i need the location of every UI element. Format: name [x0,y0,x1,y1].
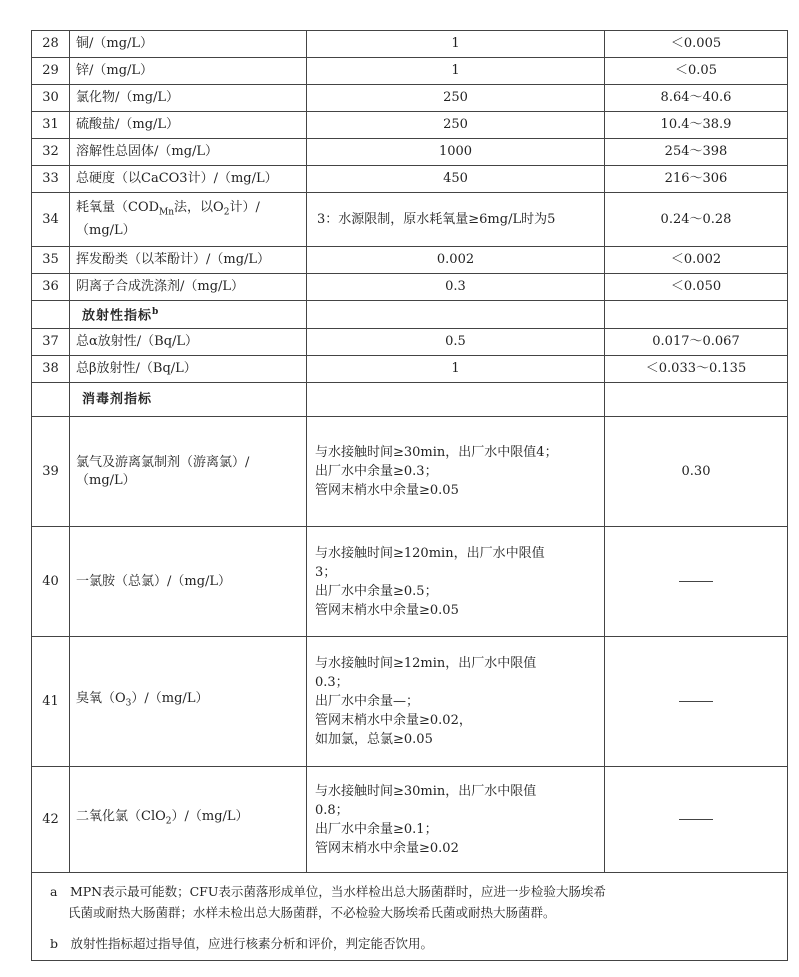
indicator-name: 总α放射性/（Bq/L） [70,329,307,356]
row-number: 36 [32,274,70,301]
table-row [32,58,788,85]
measured-value: 254～398 [605,139,788,166]
measured-value: ＜0.002 [605,247,788,274]
measured-value: ＜0.05 [605,58,788,85]
indicator-name: 挥发酚类（以苯酚计）/（mg/L） [70,247,307,274]
table-row [32,139,788,166]
table-row [32,112,788,139]
note-a-line1: a MPN表示最可能数；CFU表示菌落形成单位，当水样检出总大肠菌群时，应进一步检验大肠埃希 [50,884,606,899]
footnote-marker: b [152,307,160,318]
indicator-name: 臭氧$(O_3)/(mg/L)$ [70,637,307,767]
water-quality-table [31,30,788,961]
dash-placeholder [679,581,713,582]
measured-value: 0.24～0.28 [605,193,788,247]
indicator-name: 铜/（mg/L） [70,31,307,58]
table-row [32,85,788,112]
measured-value: 10.4～38.9 [605,112,788,139]
row-number: 42 [32,767,70,873]
table-row [32,767,788,873]
table-row [32,329,788,356]
row-number: 40 [32,527,70,637]
measured-value [605,637,788,767]
measured-value: 0.017～0.067 [605,329,788,356]
table-row [32,247,788,274]
limit-value: 0.3 [307,274,605,301]
indicator-name: 硫酸盐/（mg/L） [70,112,307,139]
row-number: 33 [32,166,70,193]
section-title: 放射性指标$^b$ [70,301,307,329]
table-row [32,31,788,58]
indicator-name: 氯气及游离氯制剂（游离氯）/（mg/L） [70,417,307,527]
name-part: 法，以O [174,200,224,216]
limit-value: 1 [307,31,605,58]
row-number: 28 [32,31,70,58]
row-number: 34 [32,193,70,247]
limit-value: 与水接触时间≥30min，出厂水中限值 0.8； 出厂水中余量≥0.1； 管网末梢水中余量≥0.02 [307,767,605,873]
row-number: 41 [32,637,70,767]
indicator-name [70,193,307,247]
table-row [32,166,788,193]
limit-value: 1000 [307,139,605,166]
row-number: 31 [32,112,70,139]
row-number: 39 [32,417,70,527]
indicator-name: 总硬度（以CaCO3计）/（mg/L） [70,166,307,193]
measured-value: 0.30 [605,417,788,527]
name-part: 耗氧量（COD [76,200,160,216]
row-number: 37 [32,329,70,356]
water-quality-table-page [31,30,787,961]
indicator-name: 阴离子合成洗涤剂/（mg/L） [70,274,307,301]
limit-value: 450 [307,166,605,193]
dash-placeholder [679,701,713,702]
subscript: 2 [165,816,172,827]
limit-value: 与水接触时间≥30min，出厂水中限值4； 出厂水中余量≥0.3； 管网末梢水中余量≥0.05 [307,417,605,527]
limit-value: 250 [307,85,605,112]
measured-value: ＜0.033～0.135 [605,356,788,383]
indicator-name: 锌/（mg/L） [70,58,307,85]
note-a-line2: 氏菌或耐热大肠菌群；水样未检出总大肠菌群，不必检验大肠埃希氏菌或耐热大肠菌群。 [68,905,556,920]
limit-value: 250 [307,112,605,139]
table-row [32,527,788,637]
subscript: 2 [223,207,230,218]
table-row [32,193,788,247]
note-b: b 放射性指标超过指导值，应进行核素分析和评价，判定能否饮用。 [50,936,434,951]
indicator-name: 氯化物/（mg/L） [70,85,307,112]
table-row [32,274,788,301]
name-part: 计）/（mg/L） [76,200,260,238]
limit-value: 与水接触时间≥12min，出厂水中限值 0.3； 出厂水中余量—； 管网末梢水中余量≥0.02， 如加氯，总氯≥0.05 [307,637,605,767]
limit-value: 1 [307,356,605,383]
row-number: 38 [32,356,70,383]
section-title: 消毒剂指标 [70,383,307,417]
measured-value: 8.64～40.6 [605,85,788,112]
section-row-disinfectants [32,383,788,417]
row-number: 32 [32,139,70,166]
section-row-radioactivity [32,301,788,329]
limit-value: 1 [307,58,605,85]
row-number: 35 [32,247,70,274]
measured-value [605,767,788,873]
notes-row [32,873,788,961]
measured-value [605,527,788,637]
indicator-name: 溶解性总固体/（mg/L） [70,139,307,166]
subscript: Mn [159,207,175,218]
table-row [32,356,788,383]
row-number: 29 [32,58,70,85]
limit-value: 0.5 [307,329,605,356]
limit-value: 与水接触时间≥120min，出厂水中限值 3； 出厂水中余量≥0.5； 管网末梢水中余量≥0.05 [307,527,605,637]
subscript: 3 [125,698,132,709]
indicator-name: 一氯胺（总氯）/（mg/L） [70,527,307,637]
indicator-name: 二氧化氯（ClO$_2$）/（mg/L） [70,767,307,873]
dash-placeholder [679,819,713,820]
indicator-name: 总β放射性/（Bq/L） [70,356,307,383]
measured-value: ＜0.050 [605,274,788,301]
table-row [32,637,788,767]
row-number: 30 [32,85,70,112]
limit-value: 3：水源限制，原水耗氧量≥6mg/L时为5 [307,193,605,247]
measured-value: 216～306 [605,166,788,193]
table-notes [32,873,788,961]
table-row [32,417,788,527]
measured-value: ＜0.005 [605,31,788,58]
limit-value: 0.002 [307,247,605,274]
